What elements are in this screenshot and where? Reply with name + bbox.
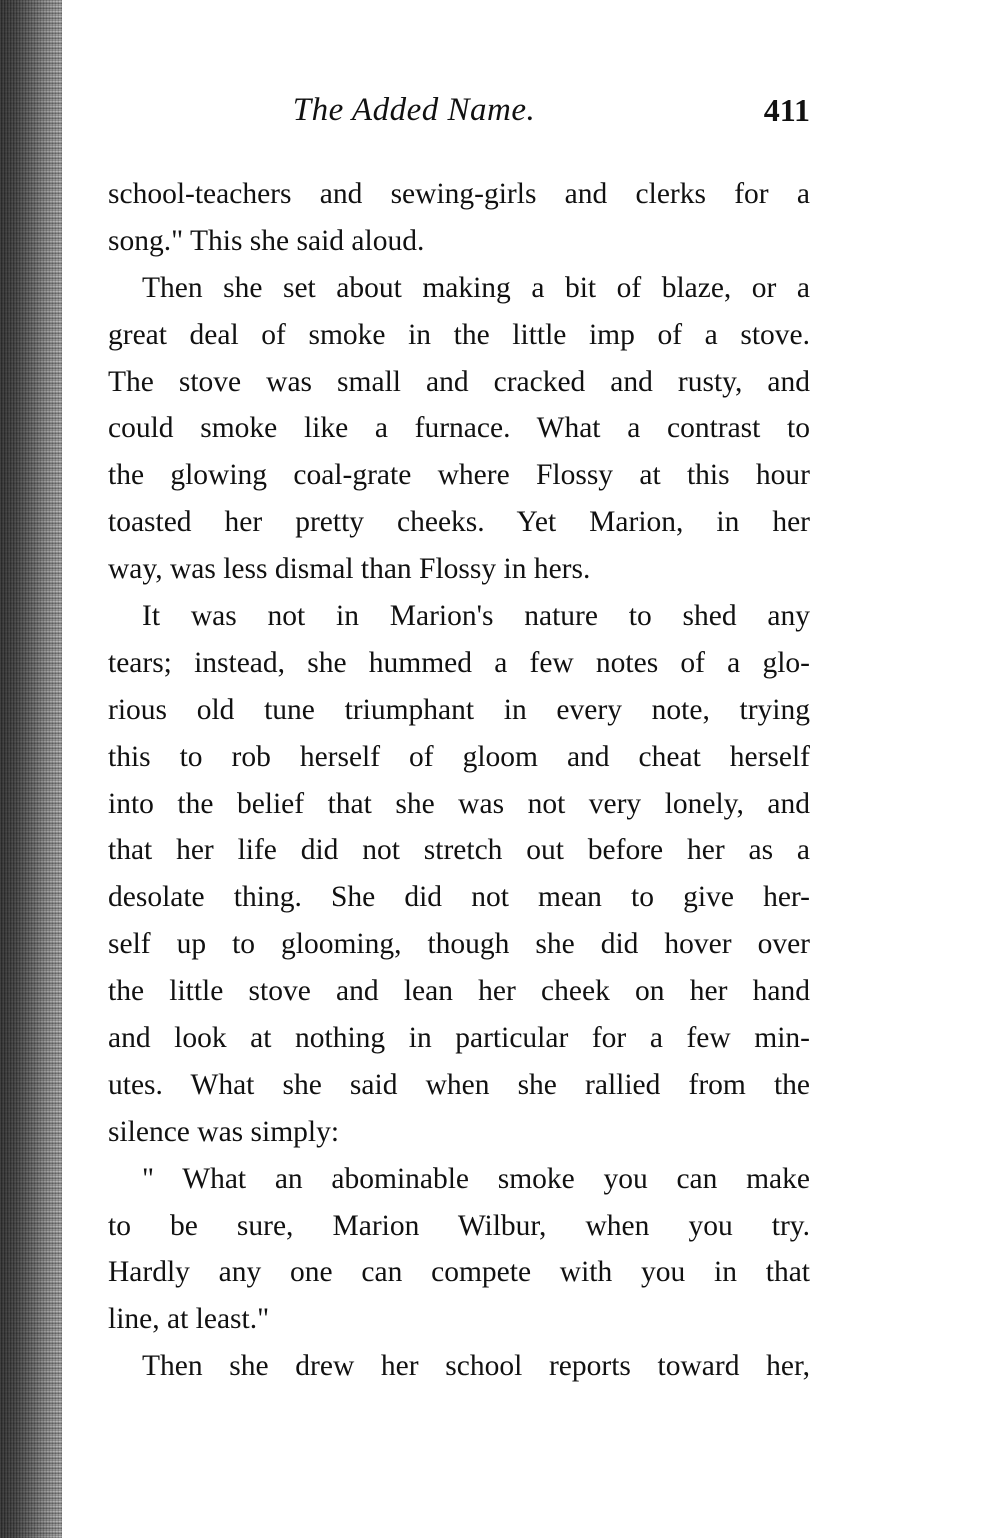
paragraph-3 bbox=[108, 593, 810, 1156]
text-line: rious old tune triumphant in every note, trying bbox=[108, 693, 810, 726]
text-line: The stove was small and cracked and rusty, and bbox=[108, 365, 810, 398]
text-line: the little stove and lean her cheek on her hand bbox=[108, 975, 810, 1008]
paragraph-4 bbox=[108, 1156, 810, 1344]
text-line: could smoke like a furnace. What a contrast to bbox=[108, 412, 810, 445]
paragraph-5 bbox=[108, 1343, 810, 1390]
text-line: great deal of smoke in the little imp of a stove. bbox=[108, 318, 810, 351]
text-line: to be sure, Marion Wilbur, when you try. bbox=[108, 1209, 810, 1242]
text-line: song." This she said aloud. bbox=[108, 224, 425, 257]
text-line: this to rob herself of gloom and cheat herself bbox=[108, 740, 810, 773]
page-number: 411 bbox=[763, 92, 810, 128]
text-line: Then she set about making a bit of blaze, or a bbox=[142, 271, 810, 304]
text-line: into the belief that she was not very lonely, and bbox=[108, 787, 810, 820]
text-line: Hardly any one can compete with you in that bbox=[108, 1256, 810, 1289]
text-line: that her life did not stretch out before her as a bbox=[108, 834, 810, 867]
running-head bbox=[108, 92, 810, 140]
paragraph-1 bbox=[108, 171, 810, 265]
running-title: The Added Name. bbox=[292, 92, 536, 128]
text-line: " What an abominable smoke you can make bbox=[142, 1162, 810, 1195]
page-binding-edge bbox=[0, 0, 62, 1538]
text-line: self up to glooming, though she did hover over bbox=[108, 928, 810, 961]
text-line: way, was less dismal than Flossy in hers. bbox=[108, 553, 591, 586]
text-line: toasted her pretty cheeks. Yet Marion, in her bbox=[108, 506, 810, 539]
text-line: Then she drew her school reports toward her, bbox=[142, 1350, 810, 1383]
text-line: It was not in Marion's nature to shed any bbox=[142, 600, 810, 633]
text-line: and look at nothing in particular for a few min- bbox=[108, 1022, 810, 1055]
text-line: tears; instead, she hummed a few notes of a glo- bbox=[108, 646, 810, 679]
body-text bbox=[108, 171, 810, 1390]
text-line: desolate thing. She did not mean to give her- bbox=[108, 881, 810, 914]
text-line: utes. What she said when she rallied from the bbox=[108, 1068, 810, 1101]
text-line: silence was simply: bbox=[108, 1115, 340, 1148]
paragraph-2 bbox=[108, 265, 810, 593]
text-line: school-teachers and sewing-girls and clerks for a bbox=[108, 178, 810, 210]
text-line: line, at least." bbox=[108, 1303, 270, 1336]
text-line: the glowing coal-grate where Flossy at this hour bbox=[108, 459, 810, 492]
